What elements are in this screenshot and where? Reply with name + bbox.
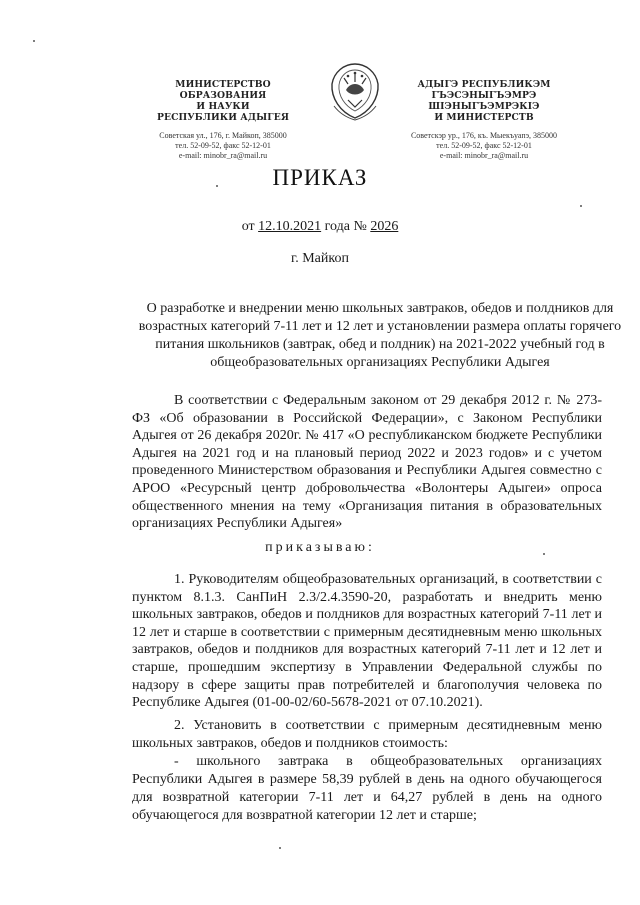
ministry-name-line: И МИНИСТЕРСТВ xyxy=(434,112,534,123)
ministry-name-line: И НАУКИ xyxy=(196,101,250,112)
scan-speck xyxy=(33,40,35,42)
coat-of-arms-icon xyxy=(326,60,384,122)
ministry-address: Советскэр ур., 176, къ. Мыекъуапэ, 385000 xyxy=(410,131,558,140)
scan-speck xyxy=(279,847,281,849)
ministry-header-adyghe xyxy=(384,79,584,161)
ministry-name-line: ГЪЭСЭНЫГЪЭМРЭ ШІЭНЫГЪЭМРЭКІЭ xyxy=(428,90,540,112)
ministry-address: Советская ул., 176, г. Майкоп, 385000 xyxy=(159,131,287,140)
ministry-name-line: РЕСПУБЛИКИ АДЫГЕЯ xyxy=(156,112,290,123)
ministry-email: e-mail: minobr_ra@mail.ru xyxy=(439,151,529,160)
order-mid: года № xyxy=(321,219,371,234)
order-date: 12.10.2021 xyxy=(258,219,322,234)
ministry-email: e-mail: minobr_ra@mail.ru xyxy=(178,151,268,160)
city-line: г. Майкоп xyxy=(291,251,349,266)
order-subject: О разработке и внедрении меню школьных завтраков, обедов и полдников для возрастных категорий 7-11 лет и 12 лет и установлении размера оплаты горячего питания школьников (завтрак, обед и полдник) на 2021-2022 учебный год в общеобразовательных организациях Республики Адыгея xyxy=(138,301,622,370)
ministry-name-line: АДЫГЭ РЕСПУБЛИКЭМ xyxy=(417,79,551,90)
scan-speck xyxy=(580,205,582,207)
orders-word: приказываю: xyxy=(265,540,375,555)
clause-2: 2. Установить в соответствии с примерным десятидневным меню школьных завтраков, обедов и полдников стоимость: xyxy=(132,718,602,751)
clause-1: 1. Руководителям общеобразовательных организаций, в соответствии с пунктом 8.1.3. СанПиН 2.3/2.4.3590-20, разработать и внедрить меню школьных завтраков, обедов и полдников для возрастных категорий 7-11 лет и 12 лет и старше в соответствии с примерным десятидневным меню школьных завтраков, обедов и полдников для возрастных категорий 7-11 лет и 12 лет и старше, прошедшим экспертизу в Управлении Федеральной службы по надзору в сфере защиты прав потребителей и благополучия человека по Республике Адыгея (01-00-02/60-5678-2021 от 07.10.2021). xyxy=(132,572,602,711)
order-date-number xyxy=(0,219,640,235)
clause-2-subitem-breakfast: - школьного завтрака в общеобразовательных организациях Республики Адыгея в размере 58,39 рублей в день на одного обучающегося для возвратной категории 7-11 лет и 64,27 рублей в день на одного обучающегося для возвратной категории 12 лет и старше; xyxy=(132,754,602,823)
scan-speck xyxy=(543,553,545,555)
ministry-phone: тел. 52-09-52, факс 52-12-01 xyxy=(175,141,271,150)
ministry-name-line: МИНИСТЕРСТВО ОБРАЗОВАНИЯ xyxy=(175,79,271,101)
document-title: ПРИКАЗ xyxy=(272,165,368,190)
order-number: 2026 xyxy=(370,219,399,234)
order-prefix: от xyxy=(241,219,259,234)
ministry-phone: тел. 52-09-52, факс 52-12-01 xyxy=(436,141,532,150)
preamble-paragraph: В соответствии с Федеральным законом от 29 декабря 2012 г. № 273-ФЗ «Об образовании в Российской Федерации», с Законом Республики Адыгея от 26 декабря 2020г. № 417 «О республиканском бюджете Республики Адыгея на 2021 год и на плановый период 2022 и 2023 годов» и с учетом проведенного Министерством образования и Республики Адыгея совместно с АРОО «Ресурсный центр добровольчества «Волонтеры Адыгеи» опроса общественного мнения на тему «Организация питания в образовательных организациях Республики Адыгея» xyxy=(132,393,602,532)
ministry-header-russian xyxy=(138,79,308,161)
scan-speck xyxy=(216,185,218,187)
